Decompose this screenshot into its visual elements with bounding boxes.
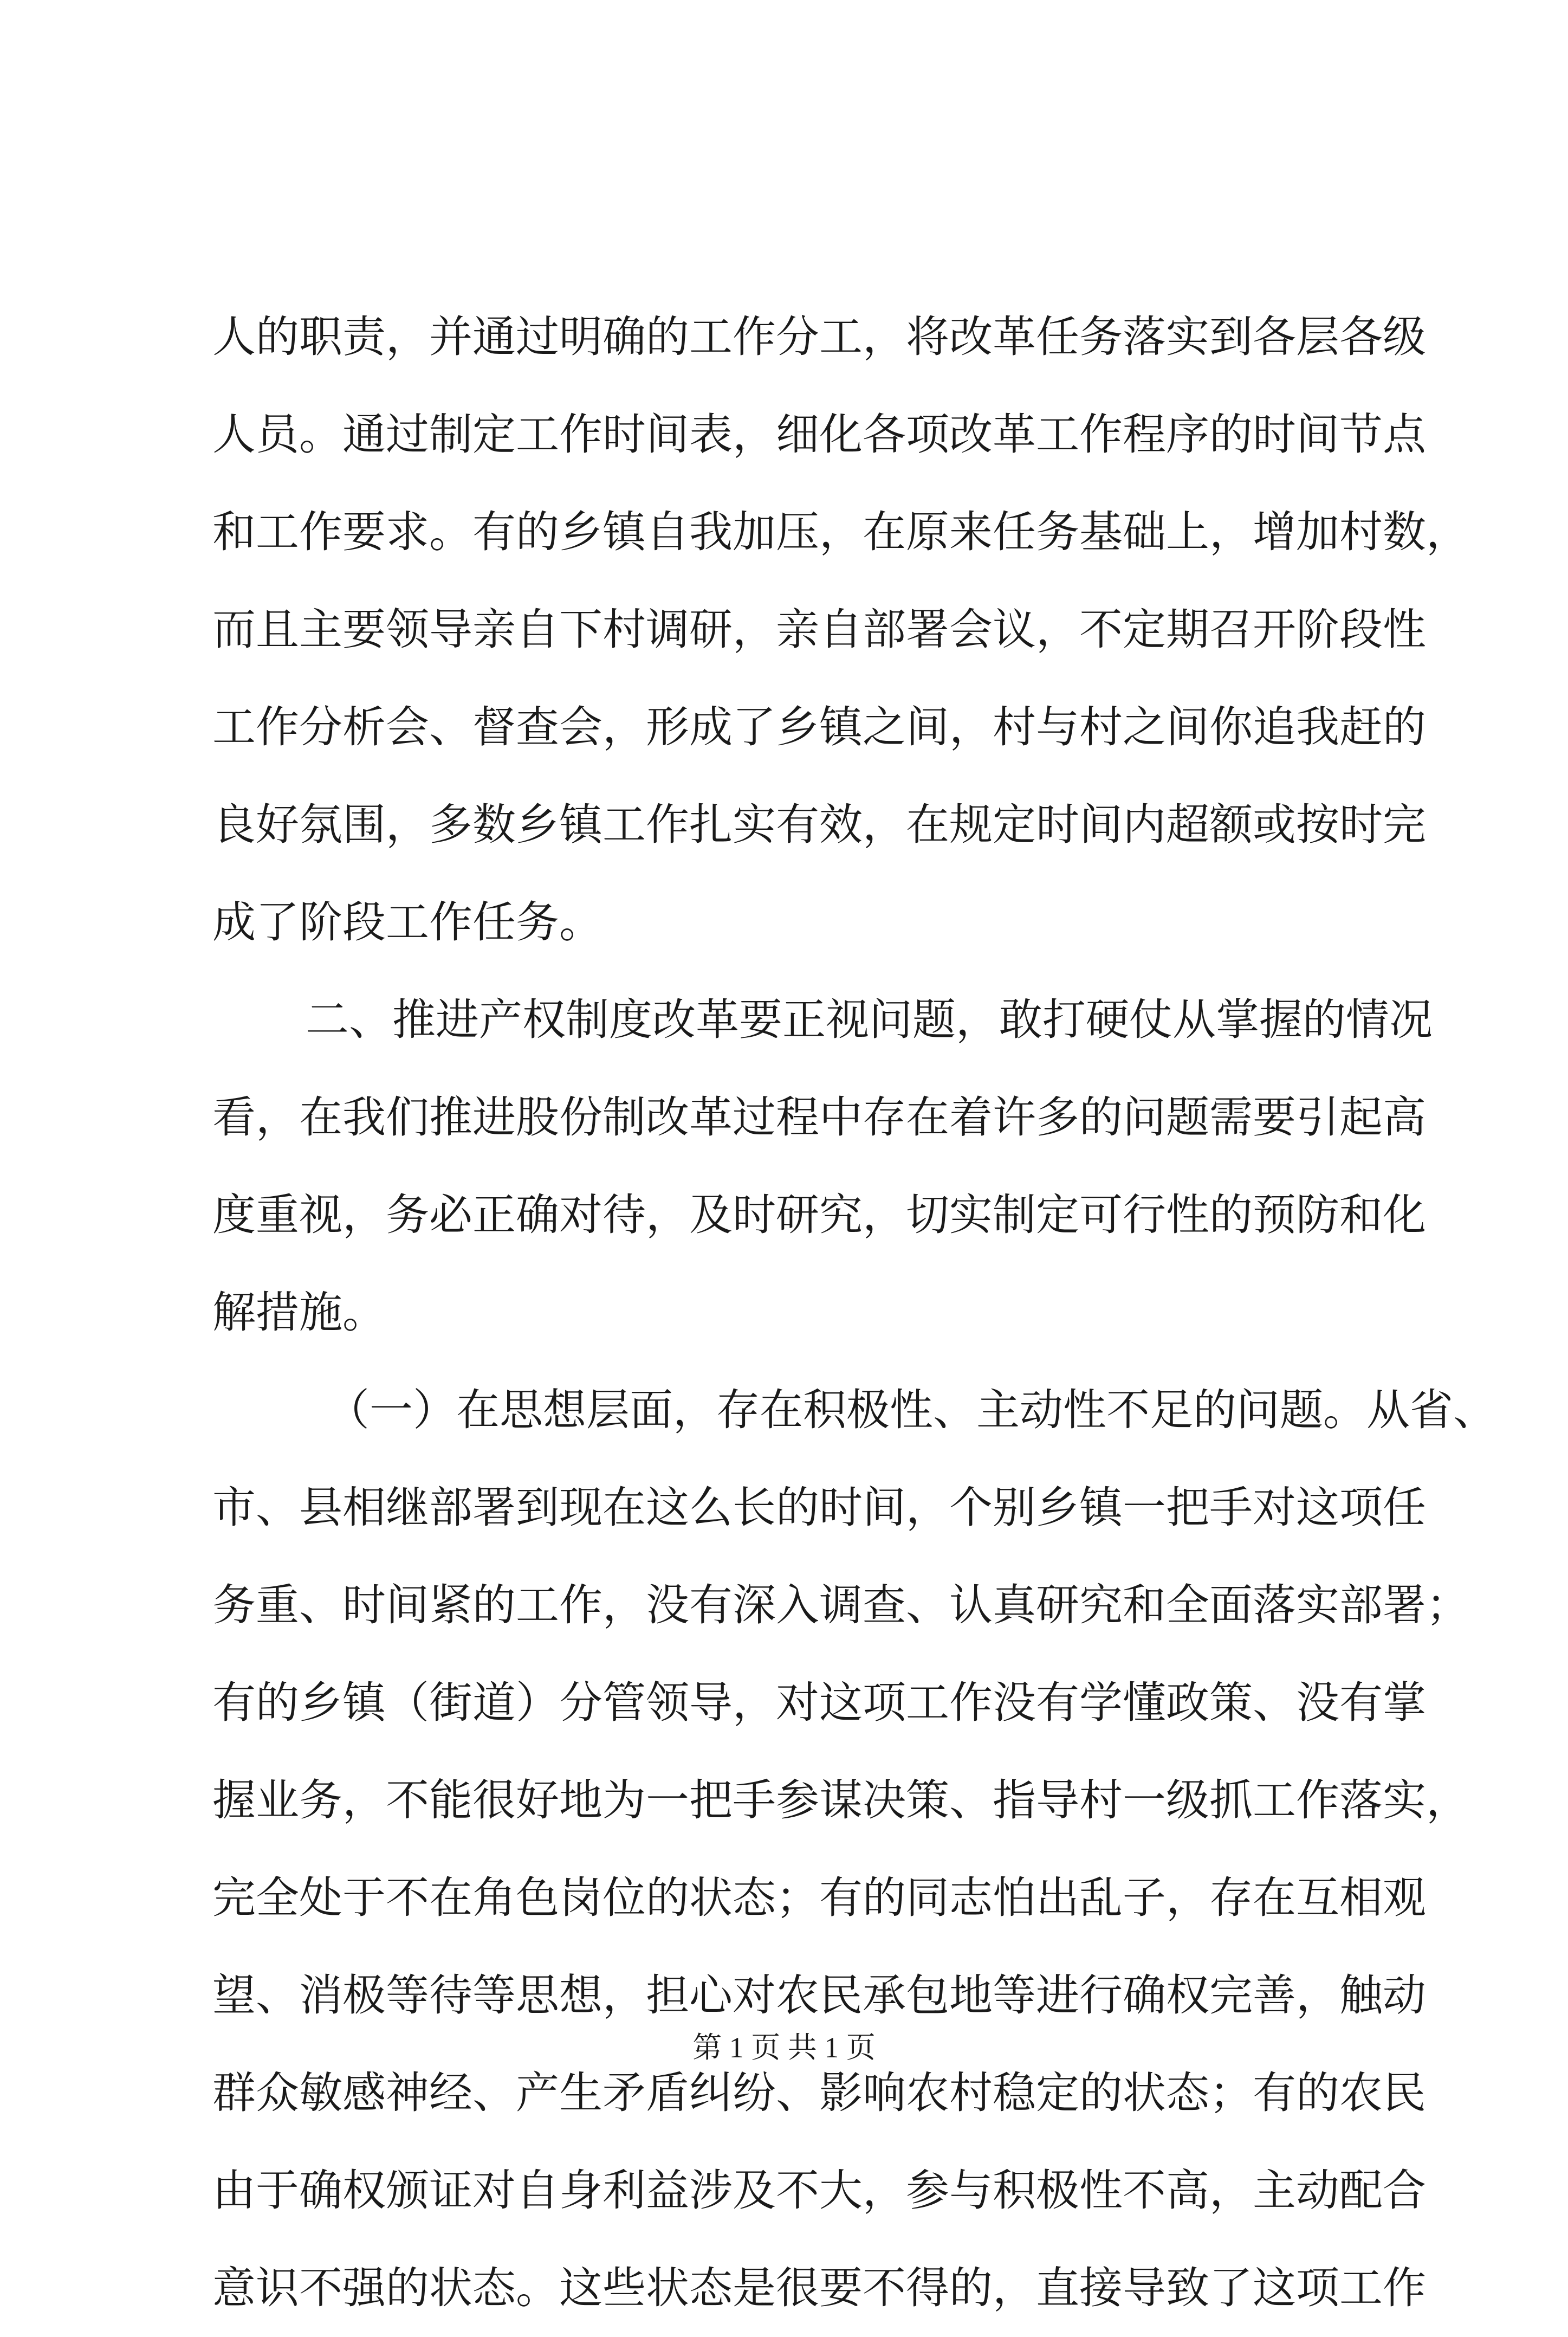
section-heading-line: 二、推进产权制度改革要正视问题，敢打硬仗从掌握的情况 (306, 995, 1433, 1045)
text-line: 由于确权颁证对自身利益涉及不大，参与积极性不高，主动配合 (212, 2165, 1426, 2216)
text-line: 市、县相继部署到现在这么长的时间，个别乡镇一把手对这项任 (212, 1482, 1426, 1533)
text-line: 而且主要领导亲自下村调研，亲自部署会议，不定期召开阶段性 (212, 604, 1426, 655)
text-line: 有的乡镇（街道）分管领导，对这项工作没有学懂政策、没有掌 (212, 1677, 1426, 1728)
text-line: 成了阶段工作任务。 (212, 897, 602, 947)
text-line: 和工作要求。有的乡镇自我加压，在原来任务基础上，增加村数， (212, 507, 1469, 557)
subsection-heading-line: （一）在思想层面，存在积极性、主动性不足的问题。从省、 (326, 1385, 1496, 1435)
text-line: 意识不强的状态。这些状态是很要不得的，直接导致了这项工作 (212, 2263, 1426, 2313)
page-footer: 第 1 页 共 1 页 (692, 2031, 876, 2064)
text-line: 望、消极等待等思想，担心对农民承包地等进行确权完善，触动 (212, 1970, 1426, 2020)
text-line: 看，在我们推进股份制改革过程中存在着许多的问题需要引起高 (212, 1092, 1426, 1142)
text-line: 群众敏感神经、产生矛盾纠纷、影响农村稳定的状态；有的农民 (212, 2068, 1426, 2118)
text-line: 人员。通过制定工作时间表，细化各项改革工作程序的时间节点 (212, 409, 1426, 460)
text-line: 解措施。 (212, 1287, 386, 1338)
text-line: 完全处于不在角色岗位的状态；有的同志怕出乱子，存在互相观 (212, 1873, 1426, 1923)
text-line: 握业务，不能很好地为一把手参谋决策、指导村一级抓工作落实， (212, 1775, 1469, 1825)
text-line: 工作分析会、督查会，形成了乡镇之间，村与村之间你追我赶的 (212, 702, 1426, 752)
text-line: 人的职责，并通过明确的工作分工，将改革任务落实到各层各级 (212, 312, 1426, 362)
text-line: 良好氛围，多数乡镇工作扎实有效，在规定时间内超额或按时完 (212, 799, 1426, 850)
text-line: 度重视，务必正确对待，及时研究，切实制定可行性的预防和化 (212, 1190, 1426, 1240)
text-line: 务重、时间紧的工作，没有深入调查、认真研究和全面落实部署； (212, 1580, 1469, 1630)
